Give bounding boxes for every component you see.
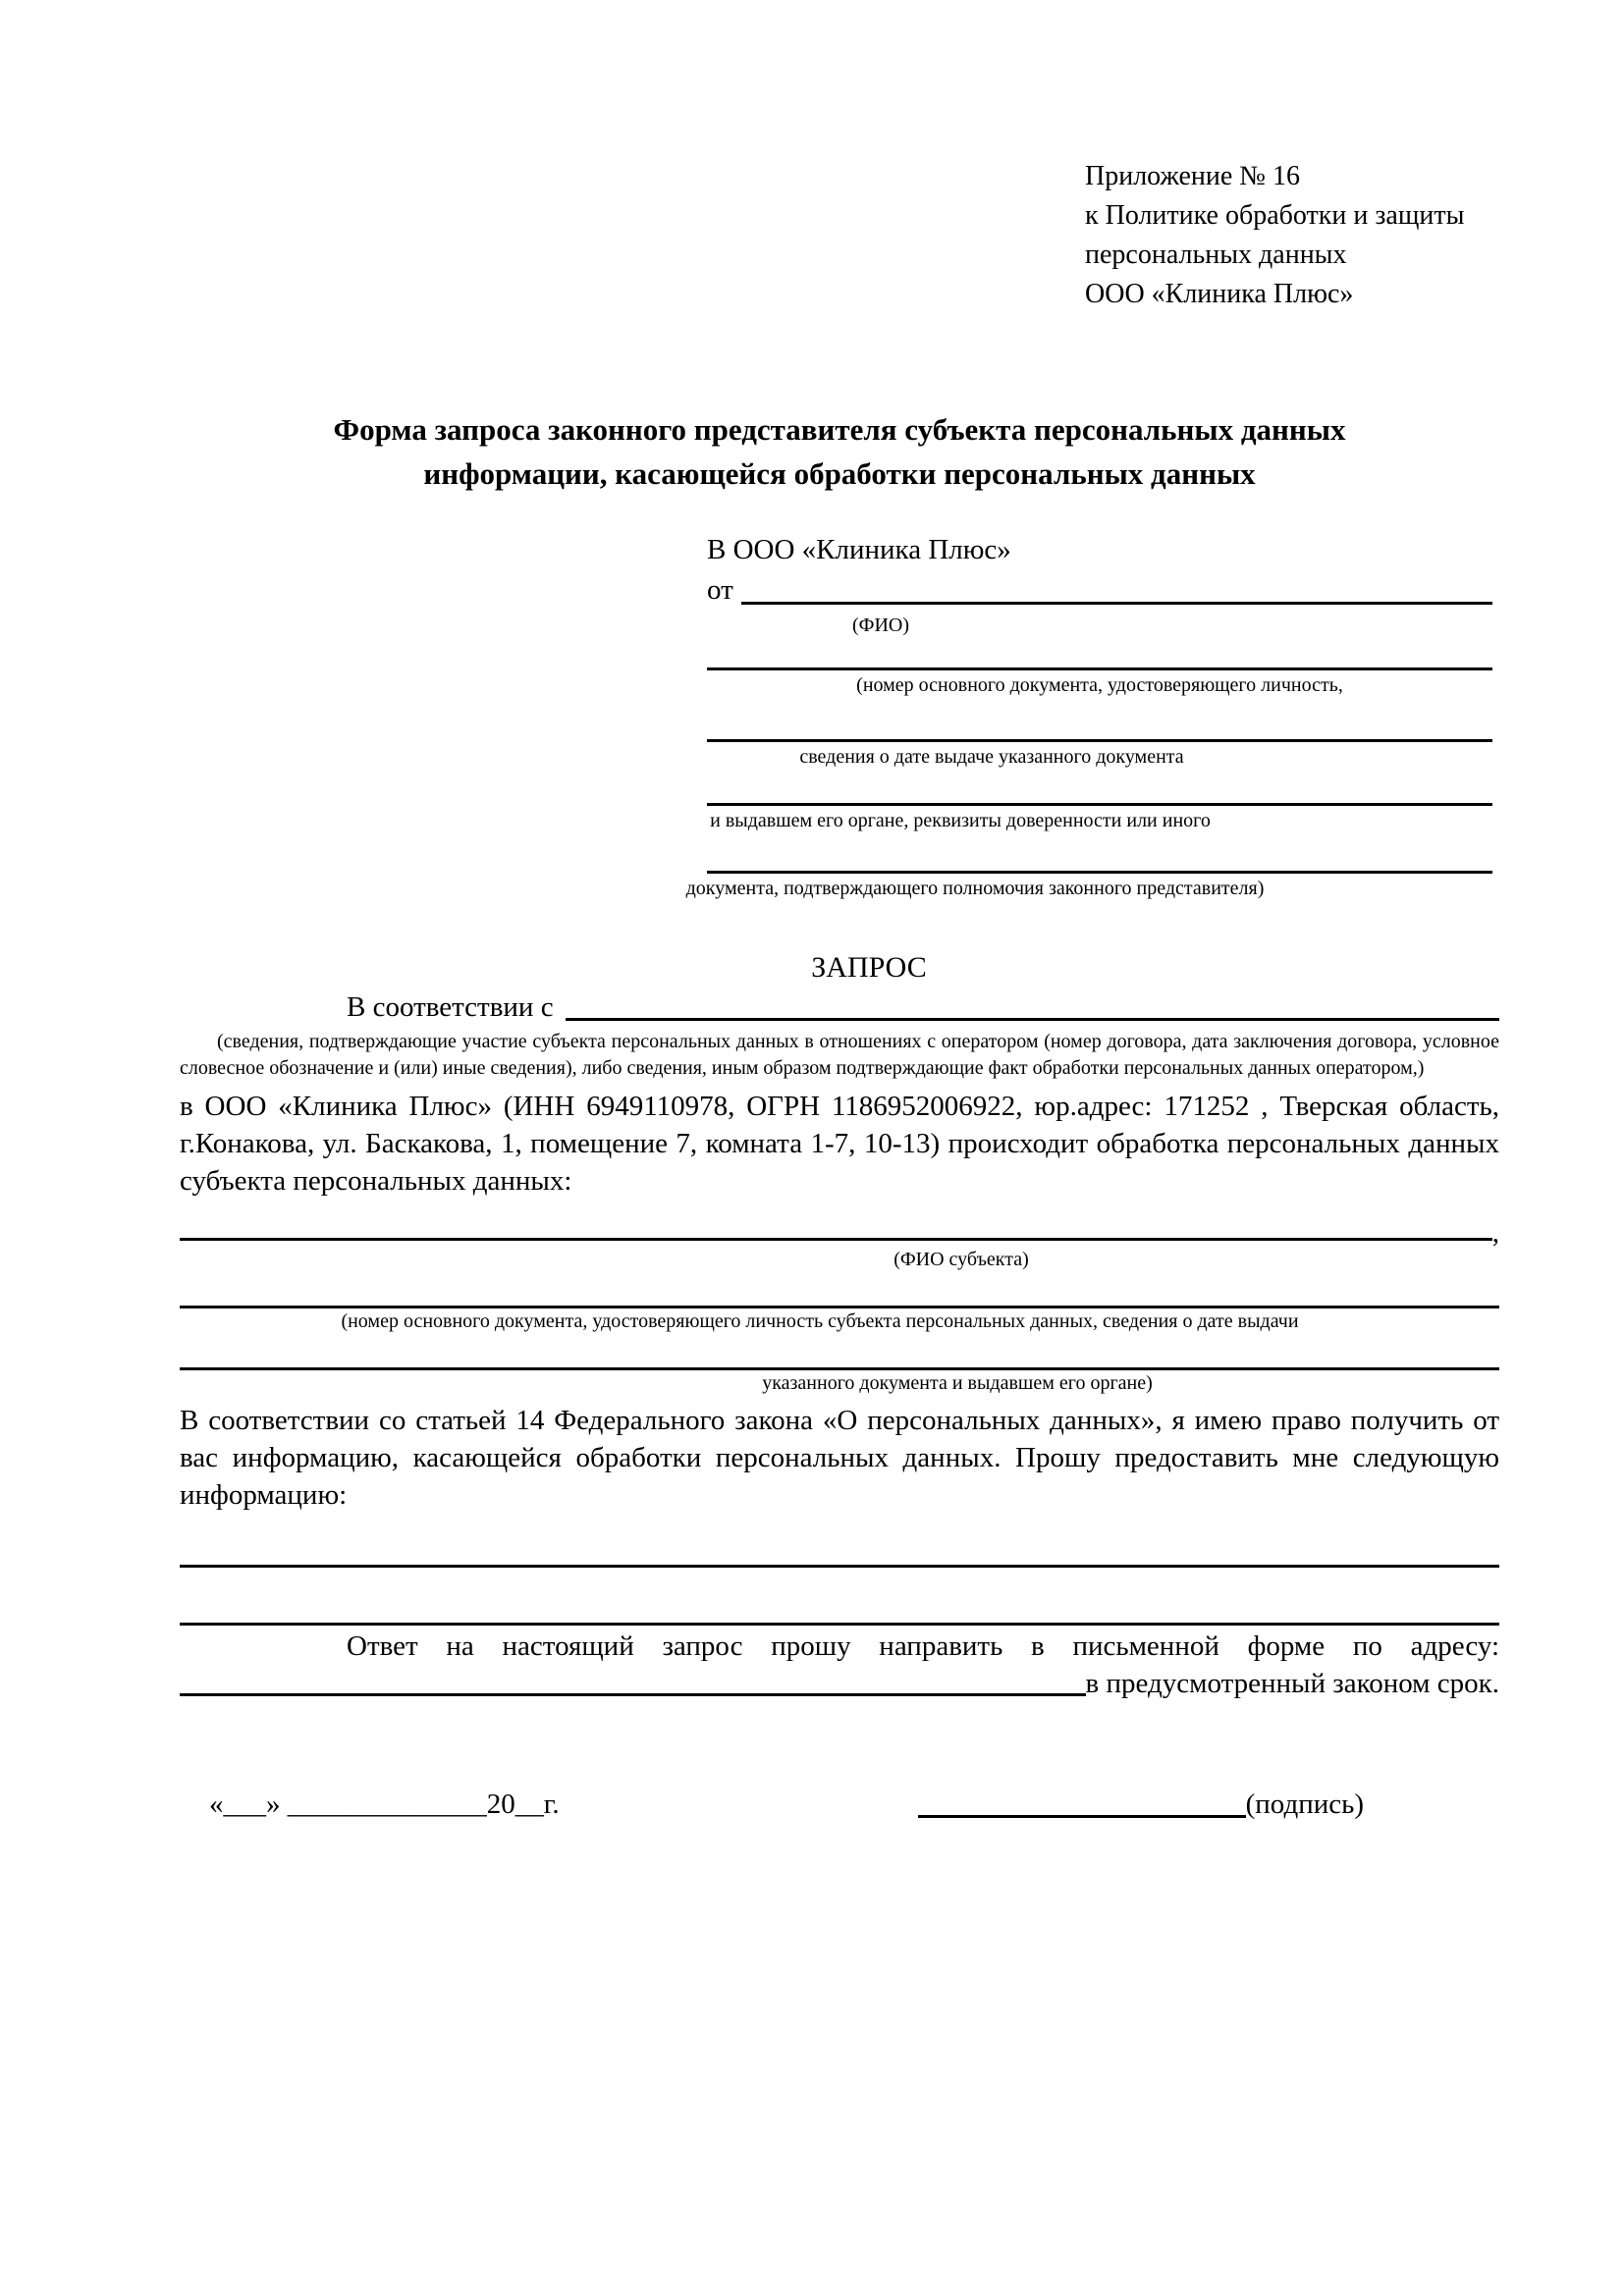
addressee-from-row [707,569,1492,611]
answer-address-blank-line [180,1665,1086,1696]
signature-blank-line [918,1815,1246,1818]
representative-doc-blank-line-1 [707,667,1492,670]
answer-address-row [180,1665,1499,1702]
addressee-block [685,530,1492,901]
appendix-note-line: к Политике обработки и защиты [1085,200,1465,231]
answer-paragraph: Ответ на настоящий запрос прошу направить в письменной форме по адресу: [347,1630,1499,1662]
appendix-note-line: персональных данных [1085,240,1347,270]
accordance-blank-line [566,988,1499,1021]
representative-doc-caption-4: документа, подтверждающего полномочия законного представителя) [685,878,1265,899]
subject-fio-blank-line [180,1238,1492,1241]
subject-doc-caption-2: указанного документа и выдавшем его органе) [762,1372,1153,1394]
answer-term-text: в предусмотренный законом срок. [1085,1668,1499,1699]
appendix-note-line: Приложение № 16 [1085,161,1300,191]
request-heading: ЗАПРОС [811,951,927,984]
subject-fio-caption: (ФИО субъекта) [893,1249,1029,1270]
addressee-to: В ООО «Клиника Плюс» [707,534,1011,565]
signature-group [918,1785,1364,1824]
form-title-line-2: информации, касающейся обработки персональных данных [423,456,1256,491]
representative-doc-blank-line-4 [707,871,1492,874]
appendix-note-line: ООО «Клиника Плюс» [1085,279,1354,309]
date-placeholder: «___» ______________20__г. [209,1789,560,1820]
accordance-row [180,988,1499,1027]
representative-doc-blank-line-3 [707,803,1492,806]
accordance-caption: (сведения, подтверждающие участие субъекта персональных данных в отношениях с оператором (номер договора, дата заключения договора, условное словесное обозначение и (или) иные сведения), либо сведения, иным образом подтверждающие факт обработки персональных данных оператором,) [180,1031,1499,1079]
signature-caption: (подпись) [1245,1789,1364,1820]
subject-fio-row [180,1219,1499,1247]
form-title-line-1: Форма запроса законного представителя субъекта персональных данных [333,412,1346,447]
fio-caption: (ФИО) [851,614,909,636]
subject-doc-caption-1: (номер основного документа, удостоверяющего личность субъекта персональных данных, сведения о дате выдачи [341,1310,1299,1332]
law-paragraph: В соответствии со статьей 14 Федерального закона «О персональных данных», я имею право получить от вас информацию, касающейся обработки персональных данных. Прошу предоставить мне следующую информацию: [180,1405,1499,1511]
accordance-label: В соответствии с [347,991,554,1023]
representative-doc-caption-1: (номер основного документа, удостоверяющего личность, [856,674,1343,696]
operator-paragraph: в ООО «Клиника Плюс» (ИНН 6949110978, ОГРН 1186952006922, юр.адрес: 171252 , Тверская область, г.Конакова, ул. Баскакова, 1, помещение 7, комната 1-7, 10-13) происходит обработка персональных данных субъекта персональных данных: [180,1091,1499,1197]
date-signature-row [180,1785,1499,1824]
form-title [180,407,1499,496]
requested-info-blank-line-2 [180,1623,1499,1626]
from-label: от [707,574,733,606]
representative-doc-caption-3: и выдавшем его органе, реквизиты доверенности или иного [710,810,1211,831]
representative-doc-blank-line-2 [707,739,1492,742]
representative-doc-caption-2: сведения о дате выдаче указанного документа [799,746,1184,768]
subject-fio-trailing-comma: , [1491,1217,1499,1249]
requested-info-blank-line-1 [180,1565,1499,1568]
representative-fio-blank-line [741,569,1492,605]
appendix-note [1085,157,1499,314]
